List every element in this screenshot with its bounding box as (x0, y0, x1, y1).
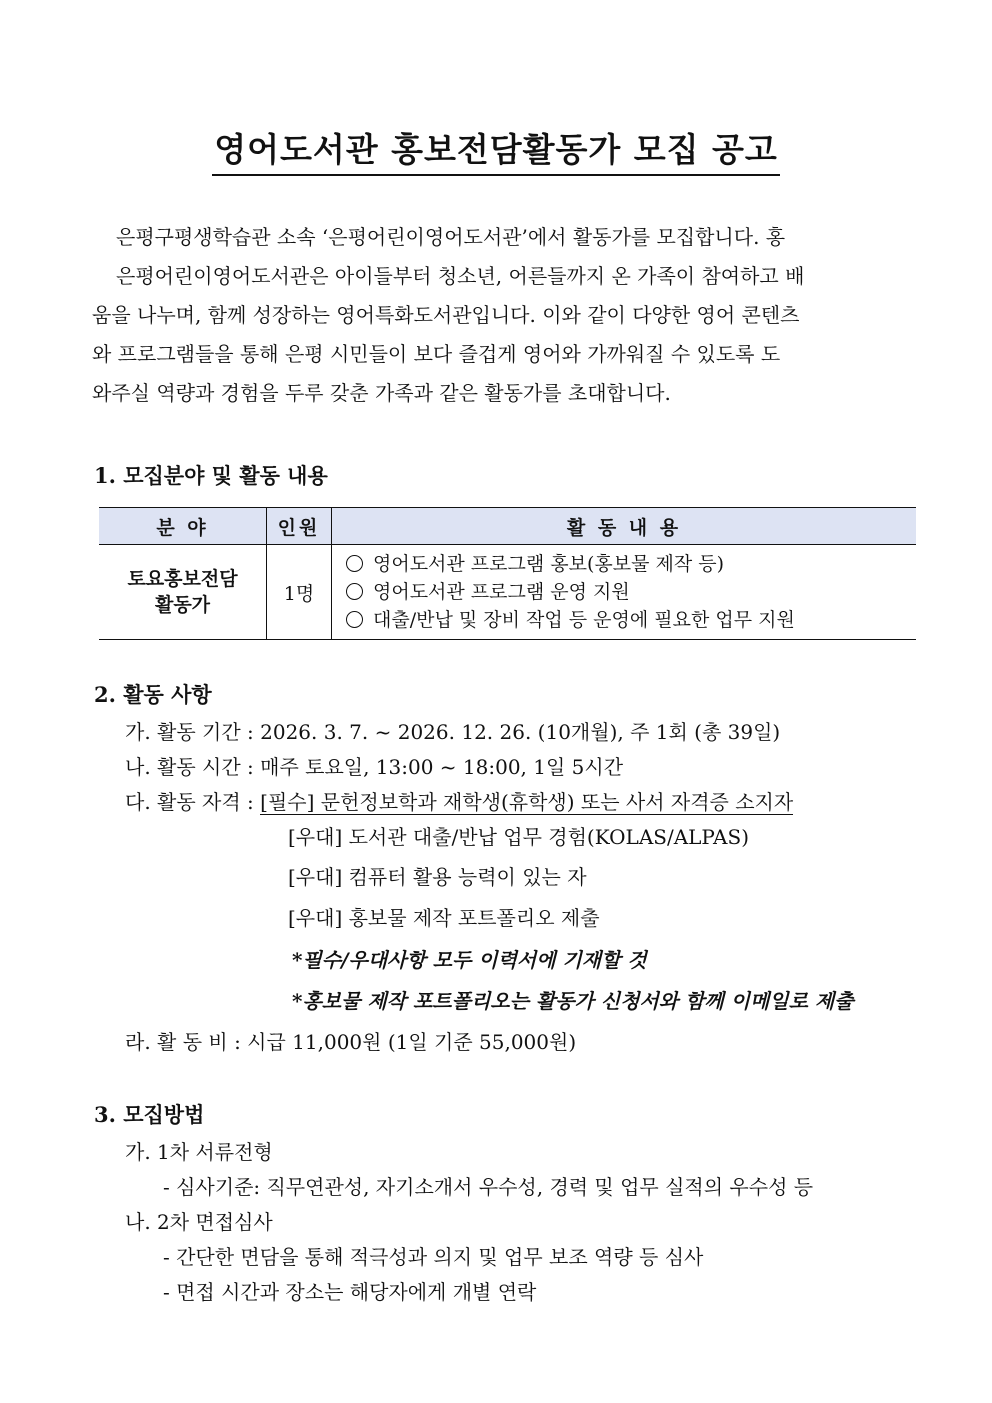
intro-paragraph (92, 218, 922, 413)
page-title (0, 128, 992, 176)
table-header-count: 인원 (267, 508, 332, 545)
intro-line: 은평어린이영어도서관은 아이들부터 청소년, 어른들까지 온 가족이 참여하고 배 (116, 264, 805, 288)
activity-text: 영어도서관 프로그램 홍보(홍보물 제작 등) (373, 553, 725, 575)
note-text: *필수/우대사항 모두 이력서에 기재할 것 (292, 948, 647, 972)
activity-item (346, 578, 915, 606)
intro-line: 은평구평생학습관 소속 ‘은평어린이영어도서관’에서 활동가를 모집합니다. 홍 (116, 225, 786, 249)
table-header-field: 분 야 (99, 508, 267, 545)
activity-item (346, 550, 915, 578)
section-heading: 3. 모집방법 (94, 1102, 205, 1127)
preferred-qualification: [우대] 홍보물 제작 포트폴리오 제출 (288, 906, 600, 930)
selection-detail: - 면접 시간과 장소는 해당자에게 개별 연락 (163, 1280, 537, 1304)
required-qualification: [필수] 문헌정보학과 재학생(휴학생) 또는 사서 자격증 소지자 (260, 790, 794, 814)
table-row (99, 545, 916, 640)
qualification-label: 다. 활동 자격 : (125, 790, 261, 814)
selection-detail: - 간단한 면담을 통해 적극성과 의지 및 업무 보조 역량 등 심사 (163, 1245, 704, 1269)
circle-bullet-icon (346, 583, 363, 600)
role-name: 토요홍보전담 (127, 568, 238, 590)
selection-step: 가. 1차 서류전형 (125, 1140, 273, 1164)
activity-text: 영어도서관 프로그램 운영 지원 (373, 581, 630, 603)
intro-line: 움을 나누며, 함께 성장하는 영어특화도서관입니다. 이와 같이 다양한 영어 콘텐츠 (92, 303, 800, 327)
selection-detail: - 심사기준: 직무연관성, 자기소개서 우수성, 경력 및 업무 실적의 우수성 등 (163, 1175, 814, 1199)
section-heading: 2. 활동 사항 (94, 682, 212, 707)
activity-item (346, 606, 915, 634)
role-name: 활동가 (154, 594, 211, 616)
count-cell: 1명 (267, 545, 332, 640)
selection-step: 나. 2차 면접심사 (125, 1210, 273, 1234)
activity-text: 대출/반납 및 장비 작업 등 운영에 필요한 업무 지원 (373, 609, 795, 631)
activity-pay: 라. 활 동 비 : 시급 11,000원 (1일 기준 55,000원) (125, 1030, 577, 1054)
preferred-qualification: [우대] 도서관 대출/반납 업무 경험(KOLAS/ALPAS) (288, 825, 749, 849)
qualification-line (125, 787, 793, 817)
table-header-row (99, 508, 916, 545)
intro-line: 와주실 역량과 경험을 두루 갖춘 가족과 같은 활동가를 초대합니다. (92, 381, 671, 405)
role-cell (99, 545, 267, 640)
table-header-activity: 활 동 내 용 (332, 508, 917, 545)
recruitment-table (99, 507, 916, 640)
intro-line: 와 프로그램들을 통해 은평 시민들이 보다 즐겁게 영어와 가까워질 수 있도록 도 (92, 342, 781, 366)
activity-period: 가. 활동 기간 : 2026. 3. 7. ~ 2026. 12. 26. (10개월), 주 1회 (총 39일) (125, 720, 781, 744)
circle-bullet-icon (346, 555, 363, 572)
section-heading: 1. 모집분야 및 활동 내용 (94, 463, 328, 488)
note-text: *홍보물 제작 포트폴리오는 활동가 신청서와 함께 이메일로 제출 (292, 989, 854, 1013)
page-title-text: 영어도서관 홍보전담활동가 모집 공고 (212, 128, 780, 176)
preferred-qualification: [우대] 컴퓨터 활용 능력이 있는 자 (288, 865, 587, 889)
circle-bullet-icon (346, 611, 363, 628)
activity-time: 나. 활동 시간 : 매주 토요일, 13:00 ~ 18:00, 1일 5시간 (125, 755, 624, 779)
activity-cell (332, 545, 917, 640)
